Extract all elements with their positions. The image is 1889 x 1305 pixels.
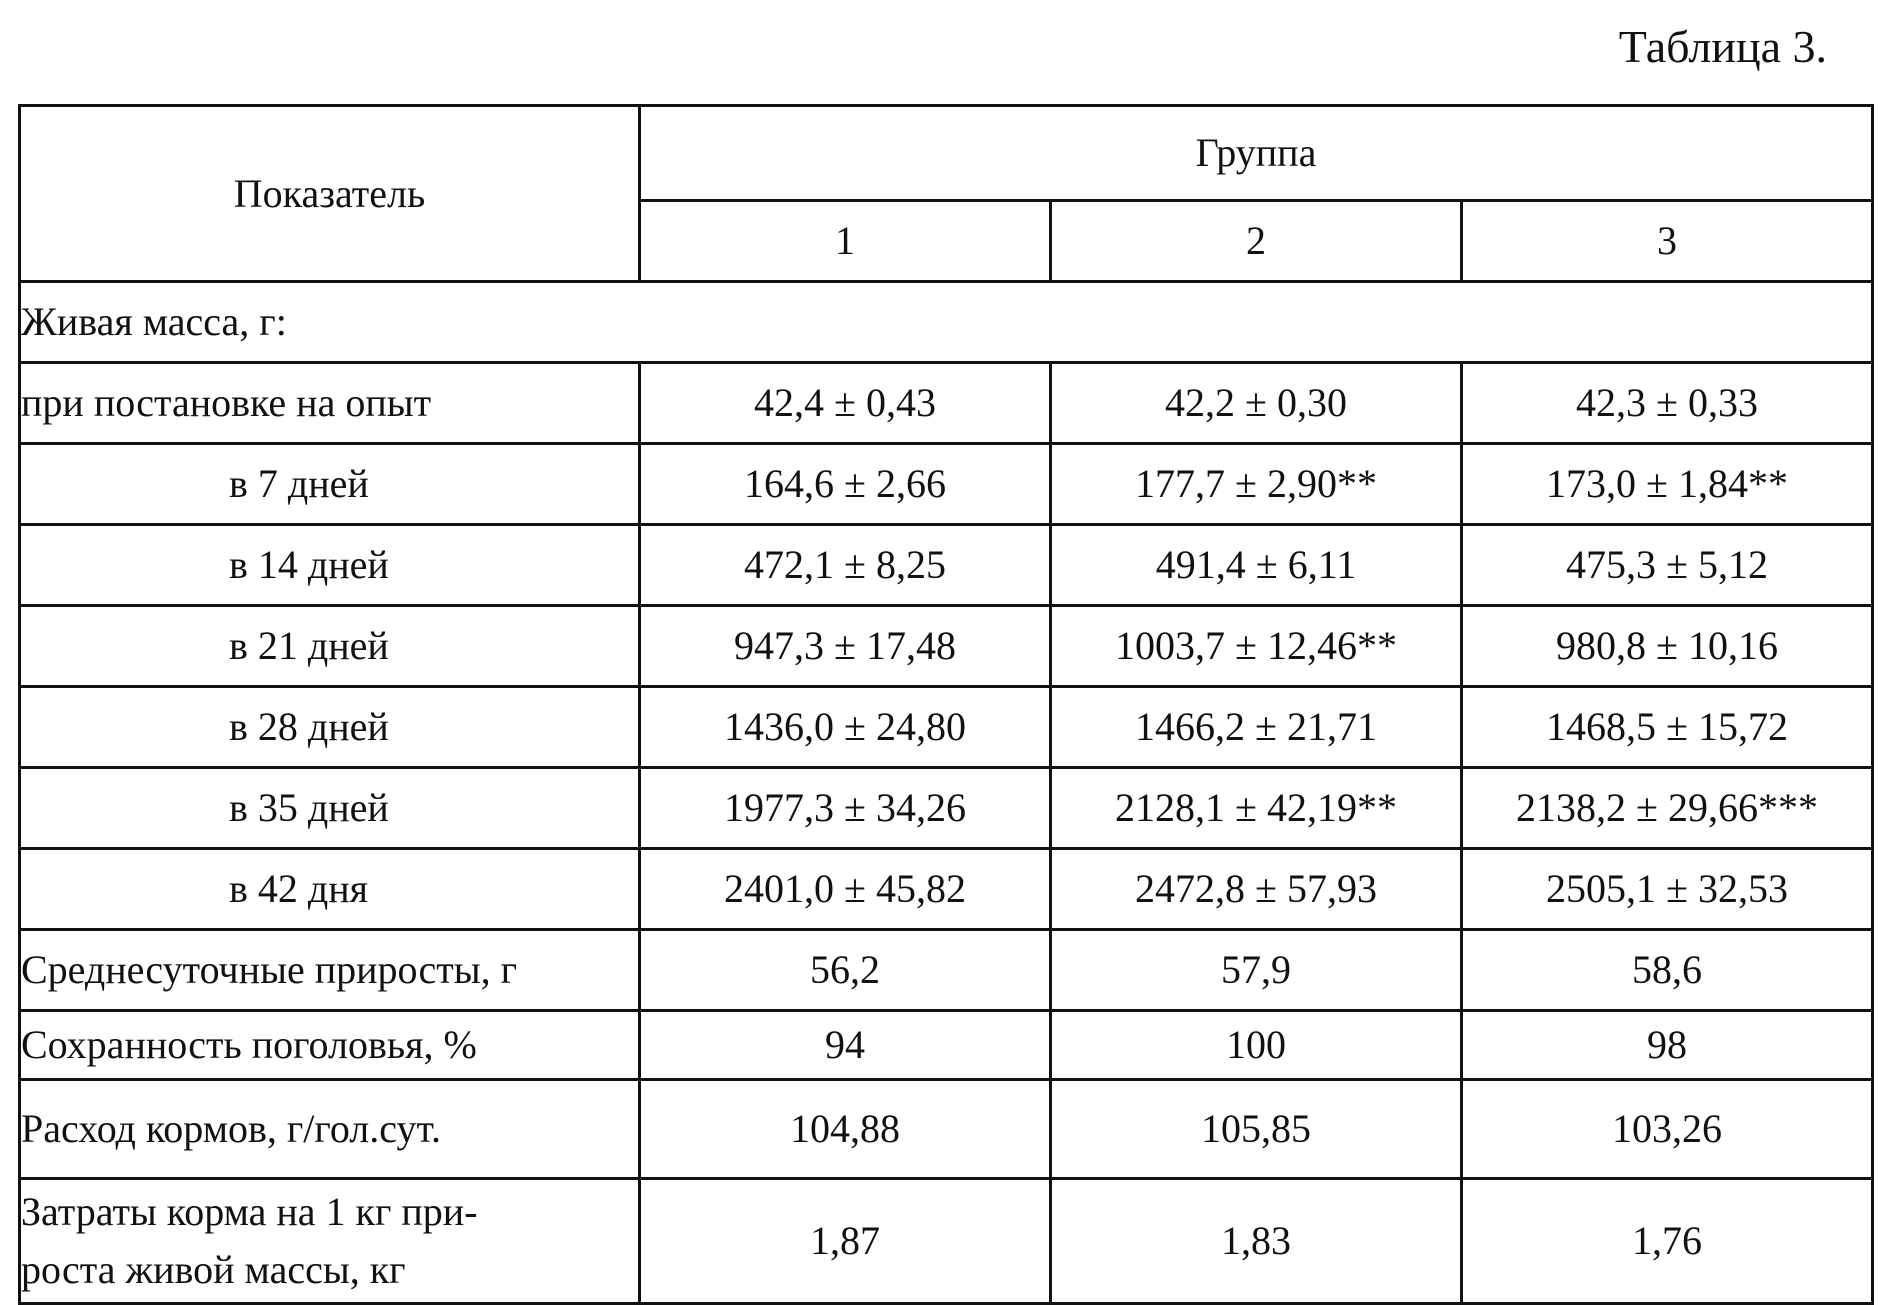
header-group-2: 2: [1051, 201, 1462, 282]
table-row: [20, 849, 1873, 930]
header-group-3: 3: [1462, 201, 1873, 282]
cell-value: 104,88: [640, 1080, 1051, 1179]
table-row: [20, 525, 1873, 606]
cell-value: 2138,2 ± 29,66***: [1462, 768, 1873, 849]
table-row: [20, 606, 1873, 687]
cell-value: 173,0 ± 1,84**: [1462, 444, 1873, 525]
cell-value: 100: [1051, 1011, 1462, 1080]
row-label-feed-cost: [20, 1179, 640, 1304]
cell-value: 42,2 ± 0,30: [1051, 363, 1462, 444]
row-label: в 7 дней: [20, 444, 640, 525]
cell-value: 1466,2 ± 21,71: [1051, 687, 1462, 768]
cell-value: 177,7 ± 2,90**: [1051, 444, 1462, 525]
cell-value: 1,87: [640, 1179, 1051, 1304]
cell-value: 94: [640, 1011, 1051, 1080]
cell-value: 2401,0 ± 45,82: [640, 849, 1051, 930]
table-caption: Таблица 3.: [1618, 21, 1827, 72]
row-label: в 14 дней: [20, 525, 640, 606]
cell-value: 475,3 ± 5,12: [1462, 525, 1873, 606]
cell-value: 2128,1 ± 42,19**: [1051, 768, 1462, 849]
table-row: [20, 1080, 1873, 1179]
row-label: при постановке на опыт: [20, 363, 640, 444]
cell-value: 1977,3 ± 34,26: [640, 768, 1051, 849]
cell-value: 42,4 ± 0,43: [640, 363, 1051, 444]
cell-value: 1,76: [1462, 1179, 1873, 1304]
cell-value: 56,2: [640, 930, 1051, 1011]
row-label: в 28 дней: [20, 687, 640, 768]
cell-value: 98: [1462, 1011, 1873, 1080]
cell-value: 2472,8 ± 57,93: [1051, 849, 1462, 930]
table-row: [20, 1011, 1873, 1080]
cell-value: 947,3 ± 17,48: [640, 606, 1051, 687]
table-row: [20, 687, 1873, 768]
cell-value: 105,85: [1051, 1080, 1462, 1179]
cell-value: 42,3 ± 0,33: [1462, 363, 1873, 444]
cell-value: 980,8 ± 10,16: [1462, 606, 1873, 687]
row-label: в 35 дней: [20, 768, 640, 849]
cell-value: 103,26: [1462, 1080, 1873, 1179]
cell-value: 2505,1 ± 32,53: [1462, 849, 1873, 930]
cell-value: 472,1 ± 8,25: [640, 525, 1051, 606]
cell-value: 57,9: [1051, 930, 1462, 1011]
table-row: [20, 363, 1873, 444]
results-table: [18, 104, 1874, 1305]
row-label-line-1: Затраты корма на 1 кг при-: [21, 1189, 478, 1234]
cell-value: 491,4 ± 6,11: [1051, 525, 1462, 606]
section-live-weight: Живая масса, г:: [20, 282, 1873, 363]
header-group-1: 1: [640, 201, 1051, 282]
table-row: [20, 1179, 1873, 1304]
cell-value: 1468,5 ± 15,72: [1462, 687, 1873, 768]
table-row: [20, 444, 1873, 525]
cell-value: 1436,0 ± 24,80: [640, 687, 1051, 768]
header-indicator: Показатель: [20, 106, 640, 282]
table-row: [20, 768, 1873, 849]
cell-value: 58,6: [1462, 930, 1873, 1011]
row-label: Среднесуточные приросты, г: [20, 930, 640, 1011]
row-label-line-2: роста живой массы, кг: [21, 1247, 406, 1292]
table-row: [20, 930, 1873, 1011]
row-label: в 42 дня: [20, 849, 640, 930]
row-label: Сохранность поголовья, %: [20, 1011, 640, 1080]
cell-value: 1003,7 ± 12,46**: [1051, 606, 1462, 687]
header-group: Группа: [640, 106, 1873, 201]
row-label: в 21 дней: [20, 606, 640, 687]
cell-value: 164,6 ± 2,66: [640, 444, 1051, 525]
cell-value: 1,83: [1051, 1179, 1462, 1304]
row-label: Расход кормов, г/гол.сут.: [20, 1080, 640, 1179]
